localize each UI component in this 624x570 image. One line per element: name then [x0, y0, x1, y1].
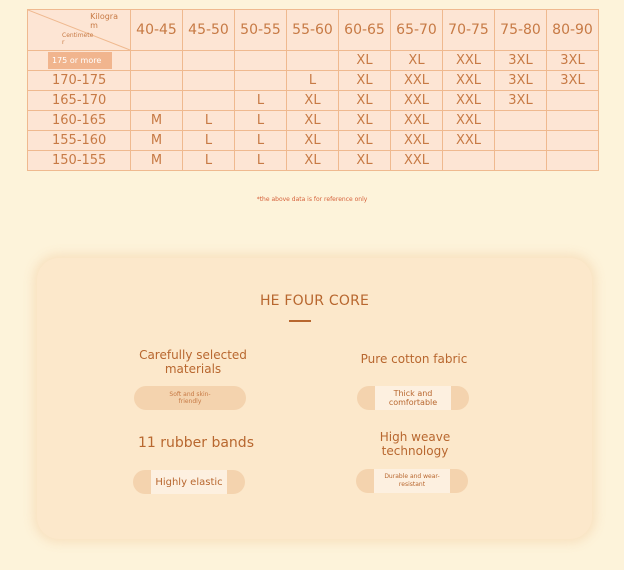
size-cell: L	[235, 151, 287, 171]
size-cell: 3XL	[495, 51, 547, 71]
size-cell: 3XL	[547, 71, 599, 91]
size-cell: XXL	[443, 91, 495, 111]
size-cell	[235, 71, 287, 91]
core-title: HE FOUR CORE	[259, 293, 370, 309]
size-cell	[183, 91, 235, 111]
table-corner-cell	[28, 10, 131, 51]
feature-tag-materials: Soft and skin- friendly	[134, 386, 246, 410]
core-features-card	[37, 258, 592, 539]
size-cell: XL	[287, 131, 339, 151]
feature-tag-durable-pill	[356, 469, 468, 493]
size-cell: XL	[391, 51, 443, 71]
size-cell: XL	[339, 151, 391, 171]
table-row	[28, 151, 599, 171]
height-label: 175 or more	[48, 52, 112, 69]
size-cell: XXL	[443, 51, 495, 71]
weight-header: 75-80	[495, 10, 547, 51]
feature-title-rubber-bands: 11 rubber bands	[137, 435, 254, 451]
size-cell	[131, 91, 183, 111]
table-row	[28, 131, 599, 151]
size-cell: XXL	[443, 131, 495, 151]
height-label: 160-165	[28, 111, 131, 131]
size-cell: XL	[339, 91, 391, 111]
feature-tag-elastic: Highly elastic	[151, 470, 227, 494]
kilogram-label: Kilogra m	[90, 12, 118, 30]
size-cell: M	[131, 131, 183, 151]
height-label: 165-170	[28, 91, 131, 111]
size-cell	[495, 111, 547, 131]
size-cell	[495, 151, 547, 171]
feature-tag-cotton: Thick and comfortable	[375, 386, 451, 410]
size-cell	[183, 71, 235, 91]
size-cell: XL	[287, 91, 339, 111]
weight-header: 65-70	[391, 10, 443, 51]
weight-header: 40-45	[131, 10, 183, 51]
size-cell	[547, 111, 599, 131]
size-cell: XXL	[391, 111, 443, 131]
size-chart-table	[27, 9, 599, 171]
centimeter-label: Centimete r	[62, 32, 94, 46]
size-cell: XL	[339, 51, 391, 71]
size-cell	[235, 51, 287, 71]
table-row	[28, 71, 599, 91]
size-cell: XXL	[391, 151, 443, 171]
height-label: 155-160	[28, 131, 131, 151]
title-underline	[289, 320, 311, 322]
size-cell	[183, 51, 235, 71]
feature-title-cotton: Pure cotton fabric	[360, 352, 468, 366]
height-label: 150-155	[28, 151, 131, 171]
weight-header: 50-55	[235, 10, 287, 51]
size-cell: L	[183, 151, 235, 171]
size-cell	[131, 51, 183, 71]
size-cell	[547, 151, 599, 171]
size-cell	[547, 91, 599, 111]
feature-tag-durable: Durable and wear- resistant	[374, 469, 450, 493]
size-cell: L	[235, 91, 287, 111]
height-label: 170-175	[28, 71, 131, 91]
size-cell: L	[235, 131, 287, 151]
weight-header: 60-65	[339, 10, 391, 51]
size-cell	[287, 51, 339, 71]
height-label-cell	[28, 51, 131, 71]
table-header-row	[28, 10, 599, 51]
feature-title-materials: Carefully selected materials	[139, 348, 247, 376]
size-cell	[547, 131, 599, 151]
size-cell: XL	[339, 111, 391, 131]
size-cell: M	[131, 151, 183, 171]
table-row	[28, 51, 599, 71]
size-cell: XXL	[443, 71, 495, 91]
size-cell: L	[183, 111, 235, 131]
size-cell: L	[287, 71, 339, 91]
size-cell: XL	[339, 71, 391, 91]
weight-header: 45-50	[183, 10, 235, 51]
size-cell: M	[131, 111, 183, 131]
feature-tag-elastic-pill	[133, 470, 245, 494]
size-cell: XXL	[391, 91, 443, 111]
size-cell	[495, 131, 547, 151]
reference-note: *the above data is for reference only	[256, 196, 368, 203]
size-cell: 3XL	[495, 91, 547, 111]
weight-header: 70-75	[443, 10, 495, 51]
size-cell: XL	[287, 151, 339, 171]
size-cell: 3XL	[547, 51, 599, 71]
size-cell: XL	[287, 111, 339, 131]
weight-header: 80-90	[547, 10, 599, 51]
table-row	[28, 91, 599, 111]
feature-title-weave: High weave technology	[379, 430, 451, 458]
size-cell: L	[235, 111, 287, 131]
size-cell: XXL	[391, 71, 443, 91]
size-cell	[131, 71, 183, 91]
size-cell: L	[183, 131, 235, 151]
size-cell: 3XL	[495, 71, 547, 91]
size-cell: XXL	[443, 111, 495, 131]
table-row	[28, 111, 599, 131]
size-cell: XXL	[391, 131, 443, 151]
feature-tag-cotton-pill	[357, 386, 469, 410]
weight-header: 55-60	[287, 10, 339, 51]
size-cell: XL	[339, 131, 391, 151]
size-cell	[443, 151, 495, 171]
